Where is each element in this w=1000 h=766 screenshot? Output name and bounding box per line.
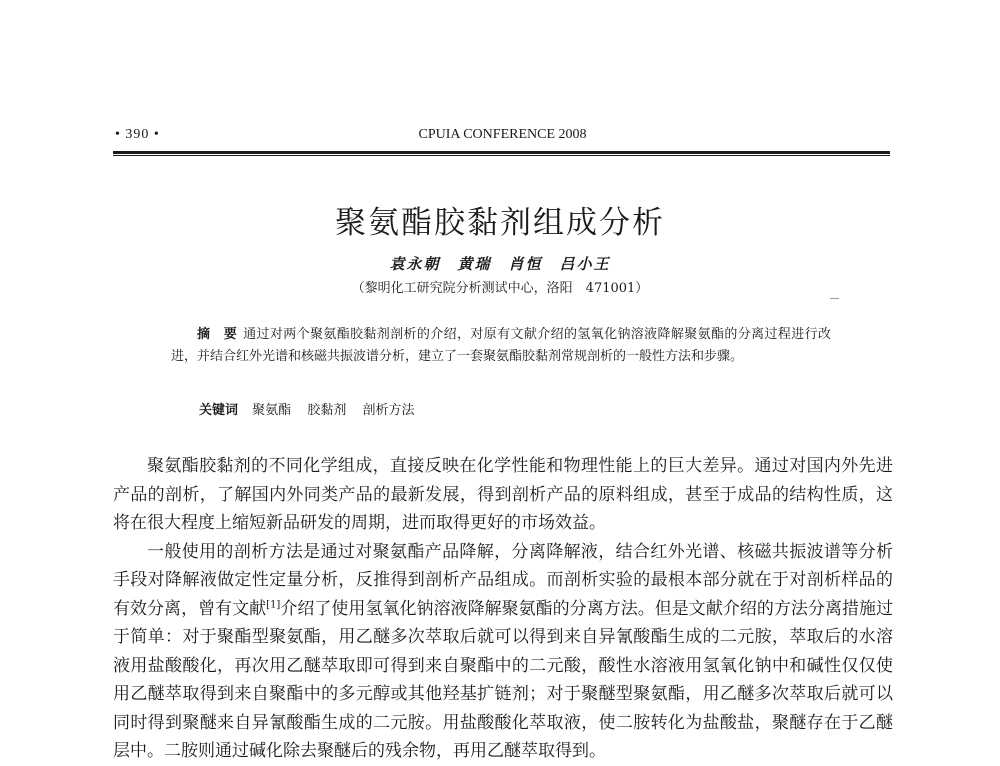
header-rule-thin: [113, 155, 890, 156]
author-list: 袁永朝 黄瑞 肖恒 吕小王: [389, 255, 611, 273]
paper-title: 聚氨酯胶黏剂组成分析: [335, 205, 665, 241]
keyword: 聚氨酯: [252, 403, 292, 418]
running-header: [115, 127, 890, 149]
abstract-text: 通过对两个聚氨酯胶黏剂剖析的介绍，对原有文献介绍的氢氧化钠溶液降解聚氨酯的分离过程进行改进，并结合红外光谱和核磁共振波谱分析，建立了一套聚氨酯胶黏剂常规剖析的一般性方法和步骤。: [171, 327, 831, 364]
keywords: [199, 400, 839, 422]
paragraph-1: 聚氨酯胶黏剂的不同化学组成，直接反映在化学性能和物理性能上的巨大差异。通过对国内外先进产品的剖析，了解国内外同类产品的最新发展，得到剖析产品的原料组成，甚至于成品的结构性质，这将在很大程度上缩短新品研发的周期，进而取得更好的市场效益。: [113, 456, 893, 533]
citation-ref[interactable]: [1]: [266, 598, 281, 610]
keywords-label: 关键词: [199, 403, 239, 418]
conference-name: CPUIA CONFERENCE 2008: [418, 127, 587, 142]
body-text: [113, 452, 893, 766]
abstract: [171, 324, 831, 368]
header-rule-thick: [113, 151, 890, 154]
paragraph-2-part-2: 介绍了使用氢氧化钠溶液降解聚氨酯的分离方法。但是文献介绍的方法分离措施过于简单：对于聚酯型聚氨酯，用乙醚多次萃取后就可以得到来自异氰酸酯生成的二元胺，萃取后的水溶液用盐酸酸化，再次用乙醚萃取即可得到来自聚酯中的二元酸，酸性水溶液用氢氧化钠中和碱性仅仅使用乙醚萃取得到来自聚酯中的多元醇或其他羟基扩链剂；对于聚醚型聚氨酯，用乙醚多次萃取后就可以同时得到聚醚来自异氰酸酯生成的二元胺。用盐酸酸化萃取液，使二胺转化为盐酸盐，聚醚存在于乙醚层中。二胺则通过碱化除去聚醚后的残余物，再用乙醚萃取得到。: [113, 598, 894, 761]
abstract-label: 摘 要: [197, 327, 238, 342]
paragraph-2: [113, 538, 893, 766]
page-number: • 390 •: [115, 127, 160, 142]
paragraph-2-part-1: 一般使用的剖析方法是通过对聚氨酯产品降解，分离降解液，结合红外光谱、核磁共振波谱等分析手段对降解液做定性定量分析，反推得到剖析产品组成。而剖析实验的最根本部分就在于对剖析样品的有效分离，曾有文献: [113, 541, 893, 619]
keyword: 剖析方法: [362, 403, 415, 418]
keyword: 胶黏剂: [307, 403, 347, 418]
affiliation: （黎明化工研究院分析测试中心，洛阳 471001）: [351, 281, 649, 296]
scan-mark: [830, 298, 839, 299]
